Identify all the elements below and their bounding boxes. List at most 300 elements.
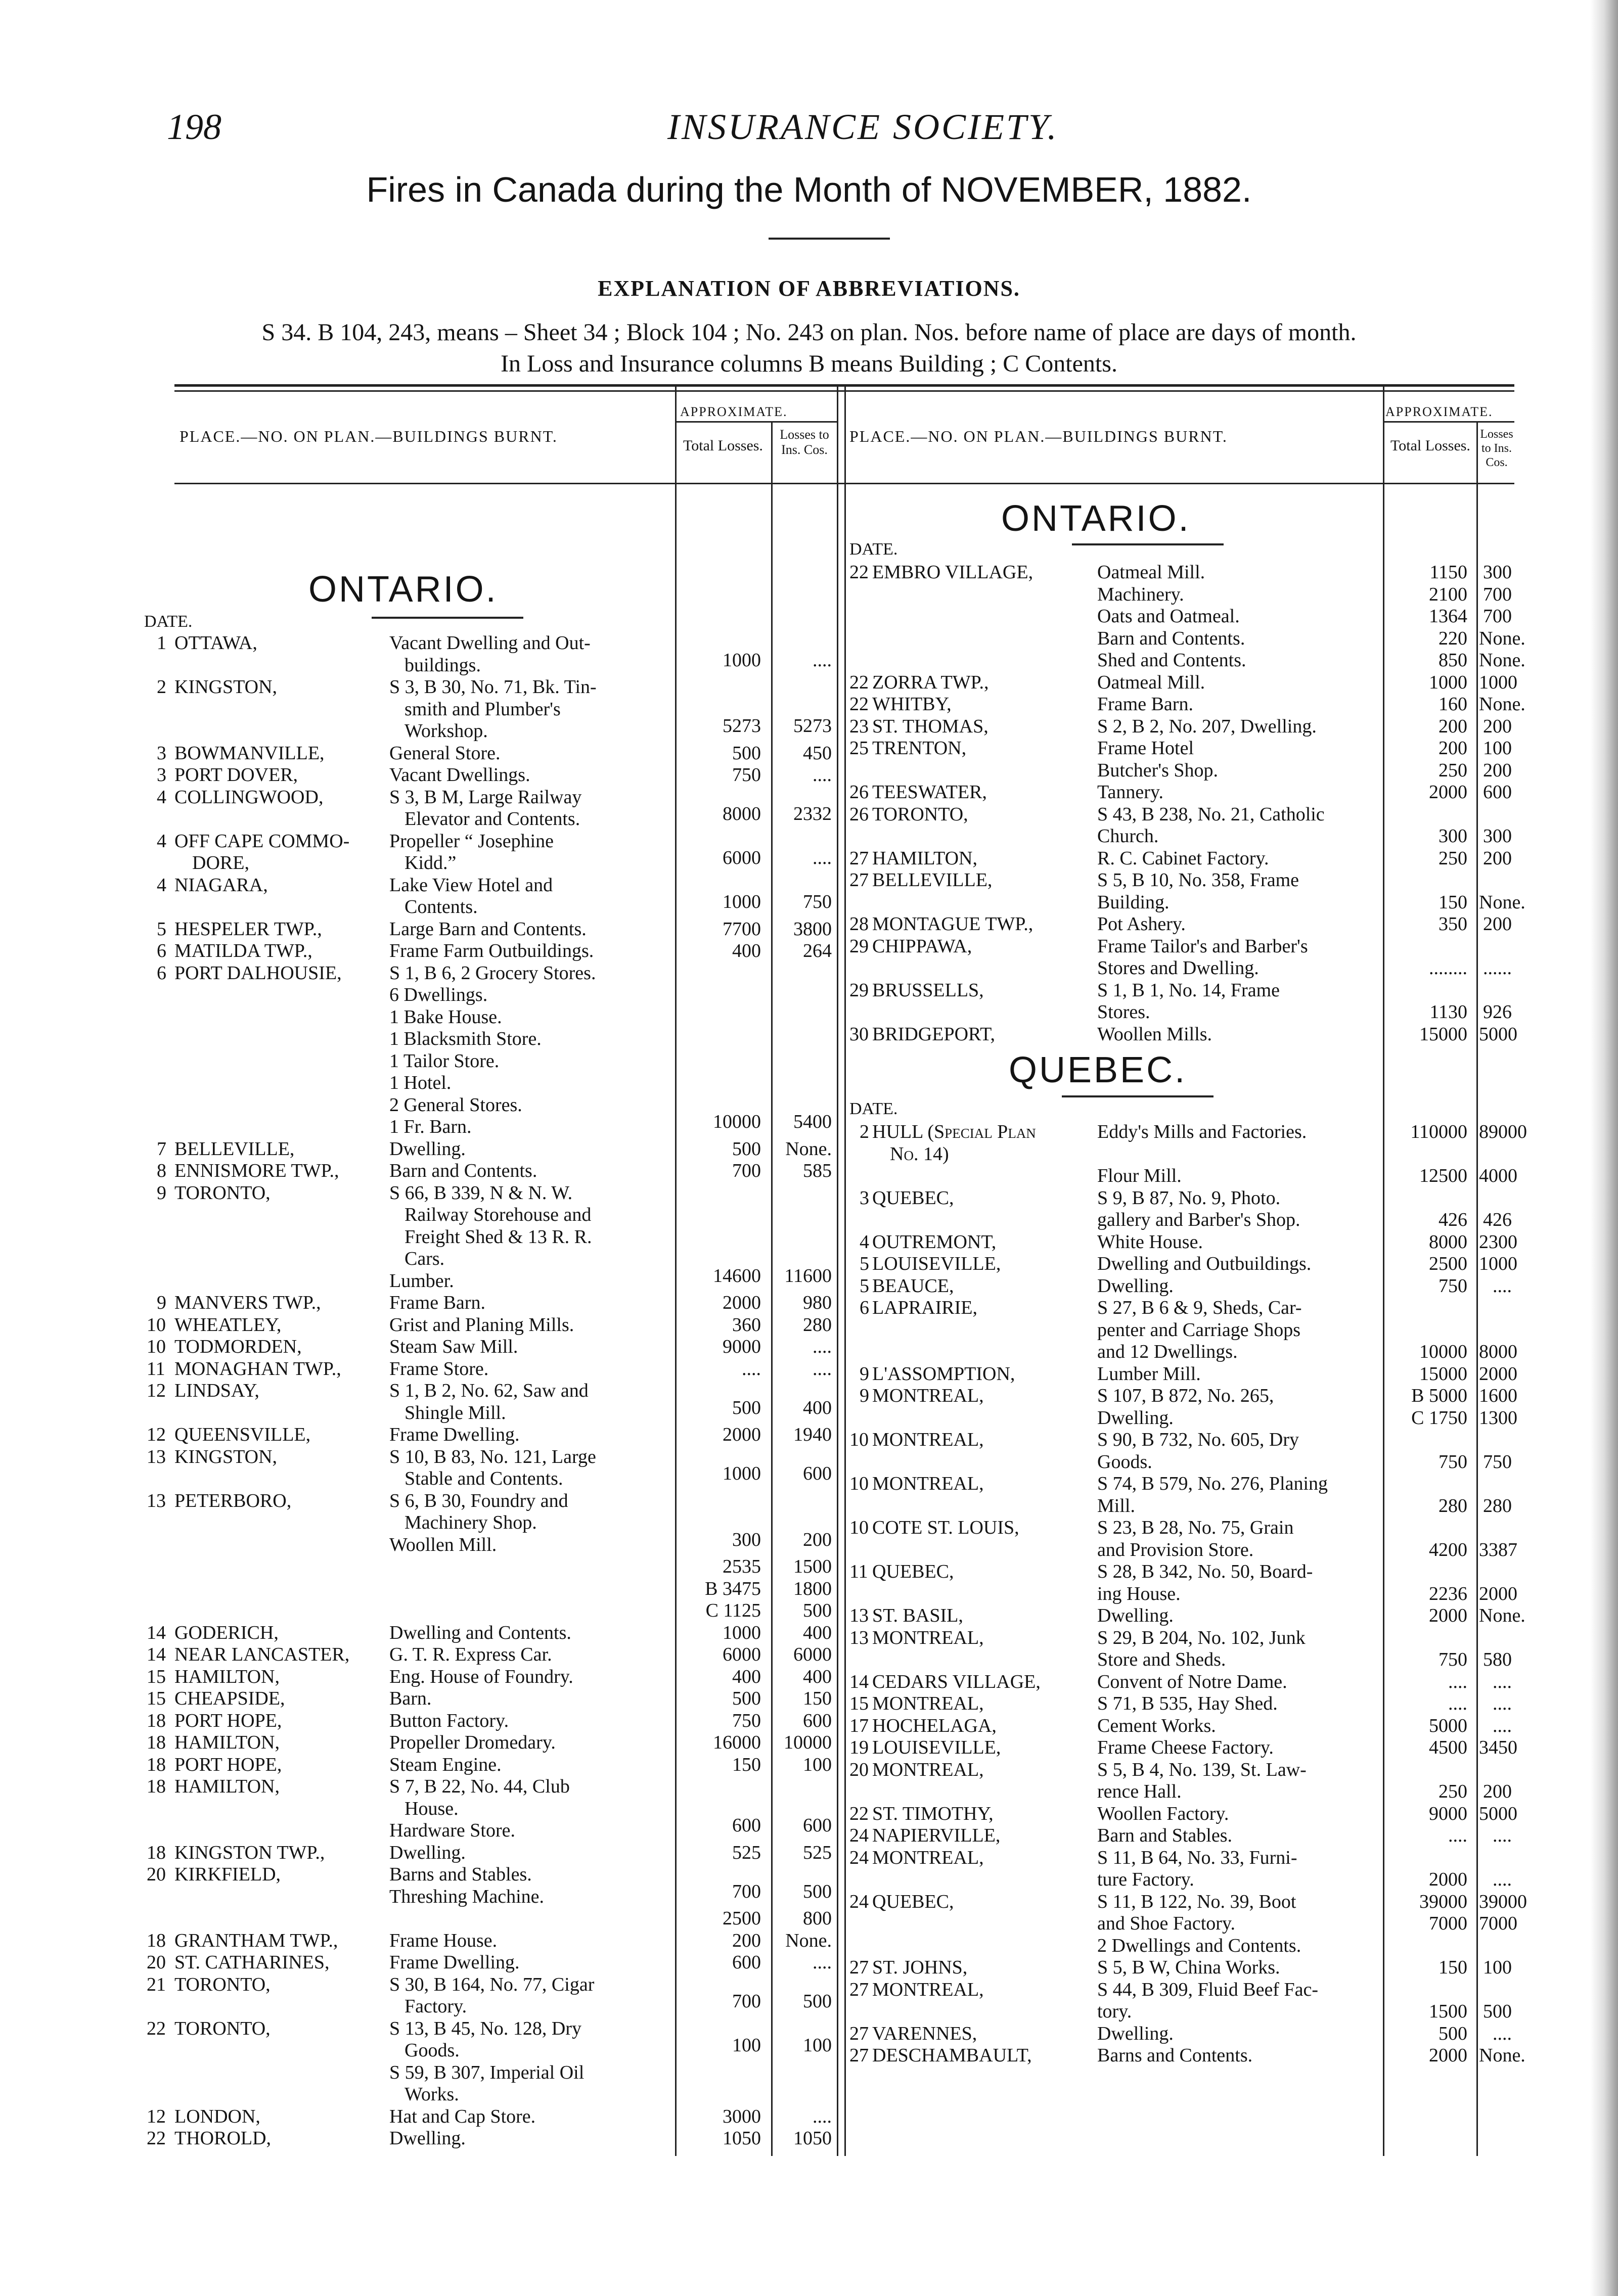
row-total-loss: 6000 <box>723 847 761 868</box>
row-place: HAMILTON, <box>872 847 977 869</box>
row-buildings: Oatmeal Mill. <box>1097 671 1205 693</box>
row-date: 12 <box>147 1424 166 1445</box>
row-insurance-loss: .... <box>1493 1693 1512 1714</box>
row-total-loss: 1130 <box>1429 1001 1467 1023</box>
row-buildings: Button Factory. <box>389 1710 509 1731</box>
row-insurance-loss: .... <box>1493 1825 1512 1846</box>
row-insurance-loss: 100 <box>803 2035 832 2056</box>
row-buildings: penter and Carriage Shops <box>1097 1319 1301 1341</box>
row-total-loss: 1000 <box>1429 671 1467 693</box>
row-insurance-loss: .... <box>1493 2023 1512 2044</box>
row-place: GRANTHAM TWP., <box>174 1930 338 1951</box>
row-total-loss: 2500 <box>723 1908 761 1929</box>
row-total-loss: C 1750 <box>1411 1407 1467 1429</box>
row-buildings: Frame Barn. <box>1097 694 1193 715</box>
row-buildings: White House. <box>1097 1231 1203 1253</box>
row-buildings: Vacant Dwelling and Out- <box>389 632 591 654</box>
total-losses-header: Total Losses. <box>683 437 763 454</box>
row-buildings: Propeller “ Josephine <box>389 830 554 852</box>
row-place: CHIPPAWA, <box>872 935 972 957</box>
row-insurance-loss: 200 <box>803 1529 832 1550</box>
row-buildings: Frame Dwelling. <box>389 1424 520 1445</box>
row-date: 15 <box>849 1693 869 1714</box>
row-place: BELLEVILLE, <box>174 1138 295 1160</box>
row-buildings: Frame Hotel <box>1097 738 1194 759</box>
row-total-loss: 1364 <box>1429 606 1467 627</box>
row-insurance-loss: 600 <box>803 1815 832 1836</box>
row-buildings: Barns and Contents. <box>1097 2045 1253 2066</box>
row-total-loss: 5000 <box>1429 1715 1467 1736</box>
row-total-loss: 2100 <box>1429 583 1467 605</box>
row-place: LAPRAIRIE, <box>872 1297 977 1318</box>
row-insurance-loss: 200 <box>1483 913 1512 935</box>
row-date: 11 <box>849 1561 868 1582</box>
row-total-loss: 2500 <box>1429 1253 1467 1274</box>
row-total-loss: 15000 <box>1419 1363 1467 1385</box>
row-place: ENNISMORE TWP., <box>174 1160 339 1181</box>
row-buildings: gallery and Barber's Shop. <box>1097 1209 1300 1230</box>
row-buildings: General Store. <box>389 742 501 764</box>
approx-rule <box>1383 421 1514 423</box>
row-insurance-loss: 3450 <box>1479 1737 1517 1758</box>
row-buildings: Large Barn and Contents. <box>389 918 587 940</box>
row-date: 18 <box>147 1732 166 1753</box>
row-date: 2 <box>860 1121 869 1142</box>
row-date: 22 <box>849 1803 869 1824</box>
row-insurance-loss: 1300 <box>1479 1407 1517 1429</box>
explanation-heading: EXPLANATION OF ABBREVIATIONS. <box>598 276 1020 301</box>
row-buildings: S 13, B 45, No. 128, Dry <box>389 2017 582 2039</box>
row-buildings: Barn and Contents. <box>389 1160 537 1181</box>
running-title: INSURANCE SOCIETY. <box>667 107 1059 147</box>
date-label-right: DATE. <box>849 540 898 559</box>
date-label-quebec: DATE. <box>849 1099 898 1118</box>
row-place: PORT HOPE, <box>174 1754 282 1775</box>
row-buildings: S 27, B 6 & 9, Sheds, Car- <box>1097 1297 1302 1318</box>
row-place: CHEAPSIDE, <box>174 1688 285 1709</box>
row-total-loss: 16000 <box>713 1732 761 1753</box>
row-place: OUTREMONT, <box>872 1231 997 1253</box>
title-rule <box>769 238 890 240</box>
row-total-loss: 2000 <box>723 1292 761 1313</box>
row-place: TORONTO, <box>174 1182 271 1204</box>
row-insurance-loss: 750 <box>1483 1451 1512 1473</box>
row-date: 5 <box>860 1253 869 1274</box>
col-rule <box>844 387 846 2156</box>
row-date: 22 <box>849 671 869 693</box>
row-buildings: 2 Dwellings and Contents. <box>1097 1935 1301 1956</box>
row-buildings: S 71, B 535, Hay Shed. <box>1097 1693 1278 1714</box>
row-total-loss: 200 <box>1439 715 1467 737</box>
row-buildings: Hardware Store. <box>389 1820 516 1841</box>
row-buildings: Grist and Planing Mills. <box>389 1314 574 1336</box>
row-buildings: Machinery Shop. <box>404 1512 537 1533</box>
row-place: PORT DOVER, <box>174 764 298 786</box>
row-date: 10 <box>849 1429 869 1450</box>
row-buildings: Dwelling. <box>389 1842 466 1863</box>
row-buildings: Barn and Contents. <box>1097 627 1245 649</box>
row-insurance-loss: 426 <box>1483 1209 1512 1230</box>
row-place: CEDARS VILLAGE, <box>872 1671 1041 1692</box>
row-date: 18 <box>147 1776 166 1797</box>
row-place: L'ASSOMPTION, <box>872 1363 1015 1385</box>
row-buildings: Dwelling. <box>1097 1605 1174 1626</box>
row-place: MONTREAL, <box>872 1979 984 2000</box>
row-date: 12 <box>147 1380 166 1401</box>
row-insurance-loss: None. <box>1479 627 1525 649</box>
row-insurance-loss: 580 <box>1483 1649 1512 1670</box>
row-total-loss: 200 <box>732 1930 761 1951</box>
row-place: MONTREAL, <box>872 1847 984 1868</box>
row-insurance-loss: .... <box>813 649 832 671</box>
row-buildings: Dwelling. <box>1097 1407 1174 1429</box>
row-buildings: Works. <box>404 2084 459 2105</box>
row-place: LOUISEVILLE, <box>872 1253 1001 1274</box>
row-buildings: S 30, B 164, No. 77, Cigar <box>389 1973 595 1995</box>
row-place: BRIDGEPORT, <box>872 1023 995 1045</box>
row-date: 3 <box>860 1187 869 1209</box>
row-place-cont: DORE, <box>192 852 249 874</box>
row-buildings: 1 Tailor Store. <box>389 1050 500 1072</box>
row-buildings: S 3, B M, Large Railway <box>389 786 582 808</box>
row-total-loss: 8000 <box>1429 1231 1467 1253</box>
row-date: 2 <box>157 676 166 698</box>
row-total-loss: 750 <box>1439 1451 1467 1473</box>
row-place: ST. JOHNS, <box>872 1957 968 1978</box>
row-total-loss: 426 <box>1439 1209 1467 1230</box>
row-buildings: Dwelling. <box>1097 2023 1174 2044</box>
row-buildings: smith and Plumber's <box>404 698 561 720</box>
row-place: QUEBEC, <box>872 1187 954 1209</box>
col-rule <box>1476 422 1478 2156</box>
row-date: 18 <box>147 1754 166 1775</box>
row-place: WHEATLEY, <box>174 1314 282 1336</box>
row-place: MATILDA TWP., <box>174 940 312 961</box>
row-buildings: tory. <box>1097 2001 1132 2022</box>
row-date: 6 <box>860 1297 869 1318</box>
row-date: 15 <box>147 1688 166 1709</box>
row-insurance-loss: .... <box>813 1358 832 1380</box>
row-place: HAMILTON, <box>174 1732 280 1753</box>
row-place: ST. CATHARINES, <box>174 1952 330 1973</box>
row-buildings: Butcher's Shop. <box>1097 759 1219 781</box>
row-insurance-loss: None. <box>1479 694 1525 715</box>
row-place: NEAR LANCASTER, <box>174 1644 350 1665</box>
row-place: LINDSAY, <box>174 1380 259 1401</box>
row-total-loss: 10000 <box>1419 1341 1467 1362</box>
row-buildings: rence Hall. <box>1097 1781 1182 1802</box>
row-buildings: S 44, B 309, Fluid Beef Fac- <box>1097 1979 1318 2000</box>
row-total-loss: 8000 <box>723 803 761 824</box>
row-insurance-loss: .... <box>813 1336 832 1357</box>
row-date: 24 <box>849 1825 869 1846</box>
row-buildings: S 9, B 87, No. 9, Photo. <box>1097 1187 1281 1209</box>
row-buildings: Stable and Contents. <box>404 1468 563 1489</box>
row-buildings: Propeller Dromedary. <box>389 1732 556 1753</box>
row-place: PETERBORO, <box>174 1490 292 1511</box>
row-insurance-loss: 400 <box>803 1666 832 1687</box>
row-date: 10 <box>147 1314 166 1336</box>
row-buildings: Factory. <box>404 1996 467 2017</box>
row-buildings: S 23, B 28, No. 75, Grain <box>1097 1517 1294 1538</box>
row-date: 27 <box>849 1979 869 2000</box>
row-date: 7 <box>157 1138 166 1160</box>
page-number: 198 <box>167 107 221 147</box>
row-date: 10 <box>147 1336 166 1357</box>
row-total-loss: 2000 <box>723 1424 761 1445</box>
row-date: 28 <box>849 913 869 935</box>
row-buildings: S 7, B 22, No. 44, Club <box>389 1776 570 1797</box>
row-total-loss: 300 <box>732 1529 761 1550</box>
row-date: 24 <box>849 1847 869 1868</box>
row-date: 11 <box>147 1358 165 1380</box>
row-insurance-loss: ...... <box>1483 957 1512 979</box>
row-total-loss: 150 <box>1439 1957 1467 1978</box>
row-buildings: 1 Hotel. <box>389 1072 452 1093</box>
row-total-loss: 15000 <box>1419 1023 1467 1045</box>
row-insurance-loss: .... <box>1493 1671 1512 1692</box>
row-date: 19 <box>849 1737 869 1758</box>
date-label-left: DATE. <box>144 612 193 631</box>
row-place: DESCHAMBAULT, <box>872 2045 1032 2066</box>
row-buildings: S 74, B 579, No. 276, Planing <box>1097 1473 1328 1494</box>
row-buildings: Woollen Factory. <box>1097 1803 1229 1824</box>
row-total-loss: 5273 <box>723 715 761 737</box>
row-date: 20 <box>147 1952 166 1973</box>
row-place: BOWMANVILLE, <box>174 742 325 764</box>
row-buildings: Frame Barn. <box>389 1292 485 1313</box>
row-total-loss: 110000 <box>1410 1121 1467 1142</box>
row-insurance-loss: 585 <box>803 1160 832 1181</box>
row-buildings: Frame Cheese Factory. <box>1097 1737 1274 1758</box>
row-total-loss: 2000 <box>1429 1869 1467 1890</box>
row-place: LOUISEVILLE, <box>872 1737 1001 1758</box>
row-buildings: S 1, B 6, 2 Grocery Stores. <box>389 962 596 984</box>
row-date: 14 <box>147 1644 166 1665</box>
row-buildings: Convent of Notre Dame. <box>1097 1671 1287 1692</box>
row-buildings: Goods. <box>1097 1451 1152 1473</box>
row-place: HESPELER TWP., <box>174 918 322 940</box>
approx-rule <box>675 421 837 423</box>
row-date: 10 <box>849 1517 869 1538</box>
row-total-loss: 2000 <box>1429 1605 1467 1626</box>
row-buildings: Stores. <box>1097 1001 1150 1023</box>
row-buildings: Flour Mill. <box>1097 1165 1182 1186</box>
row-buildings: Pot Ashery. <box>1097 913 1186 935</box>
row-total-loss: 750 <box>1439 1649 1467 1670</box>
row-buildings: Dwelling. <box>389 1138 466 1160</box>
row-buildings: Contents. <box>404 896 478 917</box>
row-buildings: Tannery. <box>1097 782 1163 803</box>
row-insurance-loss: 1940 <box>793 1424 832 1445</box>
row-insurance-loss: None. <box>785 1138 832 1160</box>
row-total-loss: 160 <box>1439 694 1467 715</box>
row-buildings: S 66, B 339, N & N. W. <box>389 1182 573 1204</box>
row-place: MONTREAL, <box>872 1385 984 1406</box>
row-buildings: S 107, B 872, No. 265, <box>1097 1385 1274 1406</box>
row-insurance-loss: 200 <box>1483 847 1512 869</box>
row-buildings: Woollen Mills. <box>1097 1023 1212 1045</box>
row-date: 18 <box>147 1842 166 1863</box>
row-date: 9 <box>157 1292 166 1313</box>
row-insurance-loss: 500 <box>803 1880 832 1902</box>
row-buildings: S 6, B 30, Foundry and <box>389 1490 568 1511</box>
row-buildings: Threshing Machine. <box>389 1886 545 1907</box>
row-total-loss: 525 <box>732 1842 761 1863</box>
row-buildings: Frame House. <box>389 1930 498 1951</box>
page-title: Fires in Canada during the Month of NOVEMBER, 1882. <box>366 170 1252 209</box>
row-buildings: 1 Bake House. <box>389 1006 502 1028</box>
row-insurance-loss: .... <box>813 847 832 868</box>
row-insurance-loss: 1800 <box>793 1578 832 1599</box>
row-buildings: S 90, B 732, No. 605, Dry <box>1097 1429 1299 1450</box>
row-place: ZORRA TWP., <box>872 671 989 693</box>
row-buildings: Woollen Mill. <box>389 1534 497 1555</box>
row-buildings: S 43, B 238, No. 21, Catholic <box>1097 803 1325 825</box>
row-place: TORONTO, <box>174 2017 271 2039</box>
section-quebec: QUEBEC. <box>1009 1050 1187 1090</box>
row-buildings: S 1, B 1, No. 14, Frame <box>1097 979 1280 1001</box>
row-place: COTE ST. LOUIS, <box>872 1517 1019 1538</box>
row-date: 27 <box>849 2023 869 2044</box>
row-total-loss: 280 <box>1439 1495 1467 1517</box>
row-buildings: House. <box>404 1798 459 1819</box>
row-insurance-loss: 10000 <box>784 1732 832 1753</box>
row-insurance-loss: 8000 <box>1479 1341 1517 1362</box>
row-date: 27 <box>849 847 869 869</box>
row-total-loss: 200 <box>1439 738 1467 759</box>
row-place: BEAUCE, <box>872 1275 954 1297</box>
row-buildings: Building. <box>1097 891 1170 913</box>
row-date: 14 <box>849 1671 869 1692</box>
row-date: 5 <box>157 918 166 940</box>
row-buildings: Oatmeal Mill. <box>1097 562 1205 583</box>
losses-ins-header-right: Losses to Ins. Cos. <box>1480 428 1513 469</box>
row-date: 27 <box>849 1957 869 1978</box>
row-total-loss: 1050 <box>723 2128 761 2149</box>
row-total-loss: 250 <box>1439 759 1467 781</box>
row-buildings: Workshop. <box>404 720 488 742</box>
row-insurance-loss: 4000 <box>1479 1165 1517 1186</box>
row-date: 6 <box>157 940 166 961</box>
row-insurance-loss: 1600 <box>1479 1385 1517 1406</box>
row-total-loss: 1000 <box>723 1463 761 1484</box>
row-buildings: Frame Dwelling. <box>389 1952 520 1973</box>
row-place: COLLINGWOOD, <box>174 786 324 808</box>
col-rule <box>771 422 773 2156</box>
row-insurance-loss: 750 <box>803 891 832 912</box>
row-buildings: ing House. <box>1097 1583 1181 1604</box>
row-buildings: Lumber Mill. <box>1097 1363 1201 1385</box>
row-insurance-loss: .... <box>813 764 832 786</box>
row-insurance-loss: 2332 <box>793 803 832 824</box>
losses-ins-header: Losses to Ins. Cos. <box>780 427 829 457</box>
row-buildings: Barn and Stables. <box>1097 1825 1233 1846</box>
row-total-loss: 1000 <box>723 649 761 671</box>
row-total-loss: .... <box>742 1358 761 1380</box>
row-total-loss: 12500 <box>1419 1165 1467 1186</box>
row-date: 29 <box>849 979 869 1001</box>
row-date: 13 <box>147 1446 166 1467</box>
row-date: 27 <box>849 2045 869 2066</box>
row-buildings: Hat and Cap Store. <box>389 2105 536 2127</box>
row-insurance-loss: 150 <box>803 1688 832 1709</box>
row-insurance-loss: 264 <box>803 940 832 961</box>
row-buildings: S 29, B 204, No. 102, Junk <box>1097 1627 1306 1648</box>
row-insurance-loss: 2300 <box>1479 1231 1517 1253</box>
row-buildings: Cars. <box>404 1248 445 1269</box>
row-date: 12 <box>147 2105 166 2127</box>
row-total-loss: 9000 <box>1429 1803 1467 1824</box>
row-date: 13 <box>849 1605 869 1626</box>
row-insurance-loss: 926 <box>1483 1001 1512 1023</box>
row-date: 24 <box>849 1891 869 1912</box>
row-buildings: Oats and Oatmeal. <box>1097 606 1240 627</box>
row-buildings: S 3, B 30, No. 71, Bk. Tin- <box>389 676 597 698</box>
row-insurance-loss: 525 <box>803 1842 832 1863</box>
row-buildings: S 1, B 2, No. 62, Saw and <box>389 1380 589 1401</box>
row-buildings: Barn. <box>389 1688 432 1709</box>
row-total-loss: B 3475 <box>705 1578 761 1599</box>
row-date: 4 <box>157 830 166 852</box>
row-insurance-loss: .... <box>1493 1275 1512 1297</box>
row-buildings: Kidd.” <box>404 852 457 874</box>
row-buildings: Frame Farm Outbuildings. <box>389 940 594 961</box>
row-buildings: 2 General Stores. <box>389 1094 522 1116</box>
row-place: TEESWATER, <box>872 782 987 803</box>
row-insurance-loss: 5000 <box>1479 1023 1517 1045</box>
row-buildings: S 5, B 4, No. 139, St. Law- <box>1097 1759 1307 1780</box>
row-date: 13 <box>849 1627 869 1648</box>
row-date: 1 <box>157 632 166 654</box>
row-insurance-loss: 200 <box>1483 759 1512 781</box>
row-buildings: 1 Blacksmith Store. <box>389 1028 542 1049</box>
row-total-loss: 750 <box>1439 1275 1467 1297</box>
row-date: 3 <box>157 764 166 786</box>
row-total-loss: C 1125 <box>705 1600 761 1621</box>
row-date: 23 <box>849 715 869 737</box>
section-ontario-right: ONTARIO. <box>1001 498 1191 539</box>
row-date: 8 <box>157 1160 166 1181</box>
row-buildings: Dwelling and Outbuildings. <box>1097 1253 1312 1274</box>
row-date: 22 <box>147 2128 166 2149</box>
row-place: KIRKFIELD, <box>174 1864 281 1885</box>
row-total-loss: 350 <box>1439 913 1467 935</box>
row-total-loss: 250 <box>1439 847 1467 869</box>
row-place: QUEBEC, <box>872 1561 954 1582</box>
row-insurance-loss: 1500 <box>793 1556 832 1577</box>
row-date: 3 <box>157 742 166 764</box>
row-date: 4 <box>157 874 166 896</box>
row-total-loss: 150 <box>1439 891 1467 913</box>
row-insurance-loss: 600 <box>1483 782 1512 803</box>
row-total-loss: 2236 <box>1429 1583 1467 1604</box>
row-insurance-loss: 200 <box>1483 1781 1512 1802</box>
row-insurance-loss: 3800 <box>793 918 832 940</box>
row-place: MONTREAL, <box>872 1627 984 1648</box>
row-insurance-loss: 700 <box>1483 606 1512 627</box>
row-insurance-loss: 500 <box>803 1991 832 2012</box>
row-place: HOCHELAGA, <box>872 1715 997 1736</box>
row-date: 4 <box>157 786 166 808</box>
row-total-loss: 10000 <box>713 1111 761 1132</box>
row-place: PORT DALHOUSIE, <box>174 962 342 984</box>
row-insurance-loss: .... <box>813 2105 832 2127</box>
row-place: TORONTO, <box>174 1973 271 1995</box>
row-insurance-loss: 100 <box>803 1754 832 1775</box>
row-place: HULL (Special Plan <box>872 1121 1036 1142</box>
section-rule <box>1062 1095 1214 1097</box>
